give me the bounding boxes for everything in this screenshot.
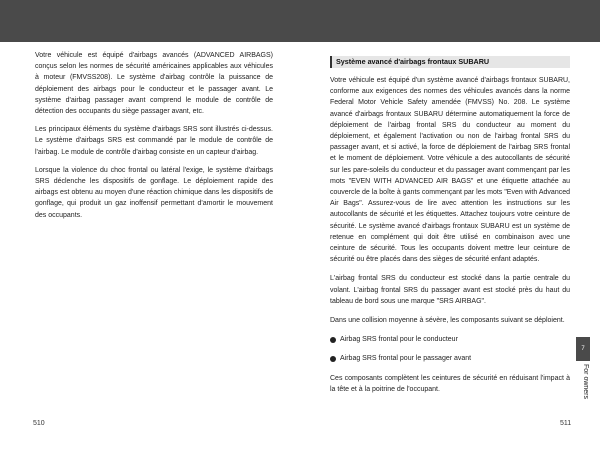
section-header: [330, 56, 570, 68]
right-paragraph-3: Dans une collision moyenne à sévère, les composants suivant se déploient.: [330, 317, 565, 325]
section-header-bar: [330, 56, 332, 68]
right-paragraph-1: Votre véhicule est équipé d'un système avancé d'airbags frontaux SUBARU, conforme aux exigences des normes des véhicules avancés dans la norme Federal Motor Vehicle Safety amendée (FMVSS) No. 208. Le système avancé d'airbags frontaux SUBARU détermine automatiquement la force de déploiement de l'airbag frontal SRS du conducteur au moment du déploiement, et également l'activation ou non de l'airbag frontal SRS du passager avant, et si activé, la force de déploiement de l'airbag SRS frontal et le moment de déploiement. Votre véhicule a des autocollants de sécurité sur les pare-soleils du conducteur et du passager avant commençant par les mots "EVEN WITH ADVANCED AIR BAGS" et une étiquette attachée au couvercle de la boîte à gants commençant par les mots "Even with Advanced Air Bags". Assurez-vous de lire avec attention les instructions sur les autocollants de sécurité et les étiquettes. Attachez toujours votre ceinture de sécurité. Le système avancé d'airbags frontaux SUBARU est un système de retenue en complément qui doit être utilisé en combinaison avec une ceinture de sécurité. Tous les occupants doivent mettre leur ceinture de sécurité ou être placés dans des sièges de sécurité enfant adaptés.: [330, 77, 570, 264]
left-paragraph-1: Votre véhicule est équipé d'airbags avancés (ADVANCED AIRBAGS) conçus selon les normes de sécurité américaines applicables aux véhicules à moteur (FMVSS208). Le système d'airbag contrôle la puissance de déploiement des airbags pour le conducteur et le passager avant. Le système d'airbag passager avant comprend le module de contrôle de détection des occupants du siège passager avant, etc.: [35, 52, 273, 116]
bullet-item: [330, 334, 570, 345]
bullet-dot-icon: [330, 356, 336, 362]
top-banner: [0, 0, 600, 42]
page-number-right: 511: [560, 420, 572, 427]
right-paragraph-2: L'airbag frontal SRS du conducteur est stocké dans la partie centrale du volant. L'airbag frontal SRS du passager avant est stocké près du haut du tableau de bord sous une marque "SRS AIRBAG".: [330, 275, 570, 305]
bullet-text: Airbag SRS frontal pour le passager avant: [340, 355, 472, 363]
bullet-text: Airbag SRS frontal pour le conducteur: [340, 336, 458, 344]
left-page-column: [35, 50, 273, 228]
right-page-column: [330, 56, 570, 403]
section-title: Système avancé d'airbags frontaux SUBARU: [336, 57, 490, 67]
chapter-tab[interactable]: [576, 337, 590, 361]
bullet-item: [330, 353, 570, 364]
bullet-dot-icon: [330, 337, 336, 343]
chapter-label: For owners: [582, 364, 589, 400]
left-paragraph-2: Les principaux éléments du système d'airbags SRS sont illustrés ci-dessus. Le système d'airbags SRS est commandé par le module de contrôle de l'airbag. Le module de contrôle d'airbag consiste en un capteur d'airbag.: [35, 126, 273, 156]
right-paragraph-4: Ces composants complètent les ceintures de sécurité en réduisant l'impact à la tête et à la poitrine de l'occupant.: [330, 374, 570, 393]
chapter-tab-number: 7: [581, 346, 585, 352]
left-paragraph-3: Lorsque la violence du choc frontal ou latéral l'exige, le système d'airbags SRS déclenche les dispositifs de gonflage. Le déploiement rapide des airbags est obtenu au moyen d'une réaction chimique dans les dispositifs de gonflage, qui produit un gaz inoffensif permettant d'amortir le mouvement des occupants.: [35, 166, 273, 219]
page-number-left: 510: [33, 420, 45, 427]
